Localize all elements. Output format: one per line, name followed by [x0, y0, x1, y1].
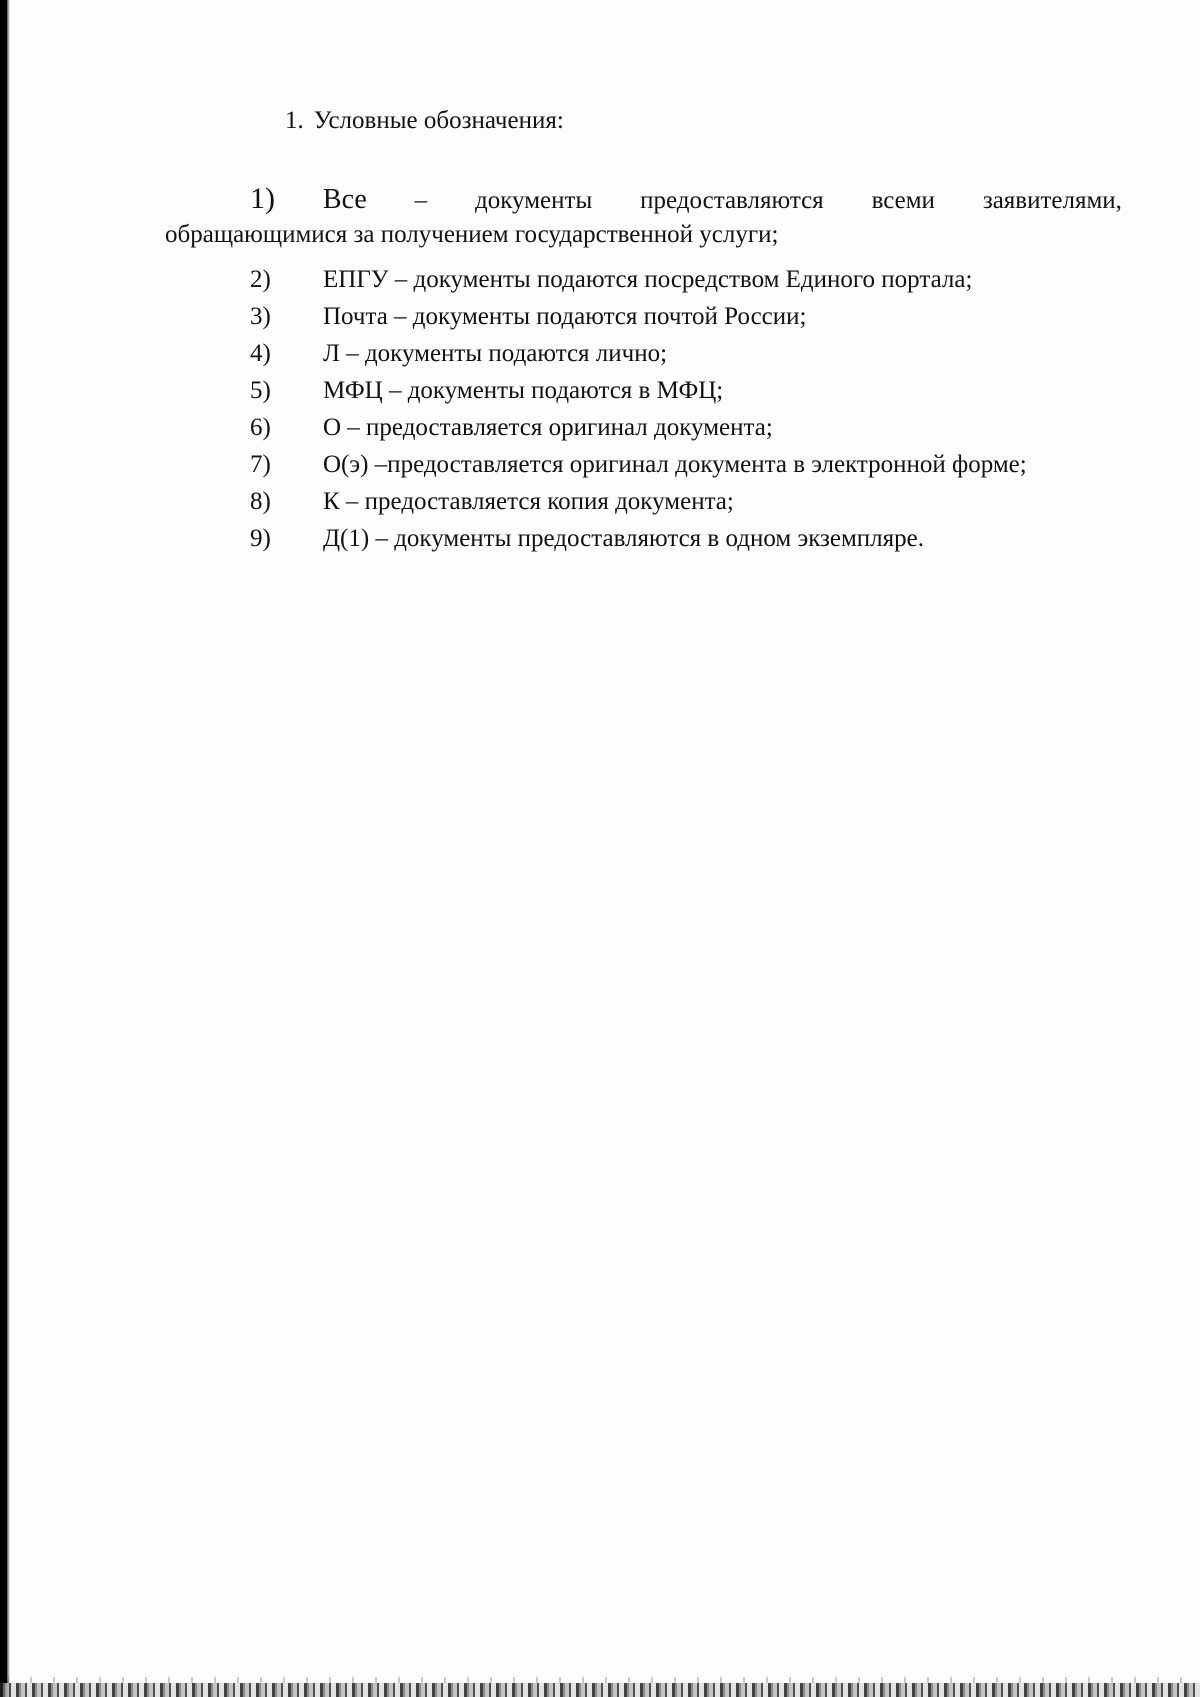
list-item-1-line1: [165, 182, 1122, 218]
list-item-word: –: [414, 187, 428, 214]
list-item-1-continuation: обращающимися за получением государственной услуги;: [165, 221, 779, 248]
list-item-text: Л – документы подаются лично;: [323, 340, 668, 367]
list-item-word: всеми: [871, 187, 935, 214]
list-item-1: [165, 182, 1122, 252]
list-item-word: документы: [475, 187, 593, 214]
list-item-word: предоставляются: [640, 187, 824, 214]
list-item-number: 1): [250, 182, 275, 215]
list-item-text: Почта – документы подаются почтой России;: [323, 303, 807, 330]
list-item-text: О(э) –предоставляется оригинал документа в электронной форме;: [323, 451, 1027, 478]
section-number: 1.: [285, 107, 304, 134]
list-item-number: 2): [250, 266, 271, 293]
list-item-number: 8): [250, 488, 271, 515]
list-item-text: К – предоставляется копия документа;: [323, 488, 734, 515]
list-item-number: 9): [250, 525, 271, 552]
list-item-text: Д(1) – документы предоставляются в одном экземпляре.: [323, 525, 925, 552]
scan-binding-edge: [0, 0, 7, 1697]
list-item-text: О – предоставляется оригинал документа;: [323, 414, 773, 441]
list-item-number: 3): [250, 303, 271, 330]
section-title: Условные обозначения:: [313, 107, 564, 134]
list-item-text: МФЦ – документы подаются в МФЦ;: [323, 377, 724, 404]
list-item-word: Все: [322, 184, 367, 215]
list-item-text: ЕПГУ – документы подаются посредством Единого портала;: [323, 266, 973, 293]
list-item-number: 5): [250, 377, 271, 404]
section-heading: [285, 106, 564, 136]
list-item-number: 6): [250, 414, 271, 441]
list-item-word: заявителями,: [982, 187, 1122, 214]
list-item-number: 4): [250, 340, 271, 367]
scan-bottom-edge: [0, 1683, 1200, 1697]
list-item-number: 7): [250, 451, 271, 478]
